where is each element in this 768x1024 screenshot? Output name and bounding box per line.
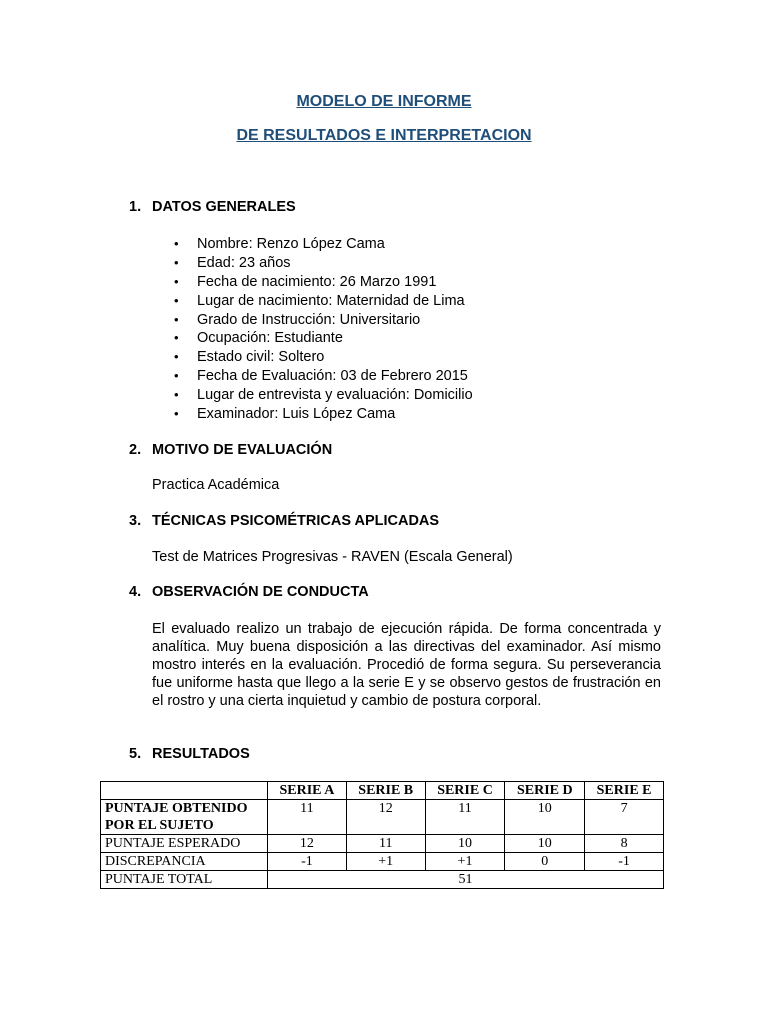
- list-item: [0, 386, 473, 405]
- list-item-text: Lugar de entrevista y evaluación: Domicilio: [197, 387, 473, 404]
- section-number: 4.: [129, 584, 142, 600]
- table-cell: 10: [505, 835, 585, 853]
- table-row-label: PUNTAJE ESPERADO: [101, 835, 268, 853]
- list-item-text: Examinador: Luis López Cama: [197, 406, 396, 423]
- bullet-icon: •: [174, 330, 179, 346]
- list-item: [0, 273, 473, 292]
- section-heading-motivo: [129, 442, 332, 458]
- list-item: [0, 367, 473, 386]
- bullet-icon: •: [174, 292, 179, 308]
- bullet-icon: •: [174, 254, 179, 270]
- bullet-icon: •: [174, 368, 179, 384]
- section-number: 5.: [129, 746, 142, 762]
- bullet-icon: •: [174, 311, 179, 327]
- table-header-cell: SERIE E: [585, 782, 664, 800]
- bullet-icon: •: [174, 349, 179, 365]
- table-cell: 11: [268, 800, 347, 835]
- results-table: [100, 781, 664, 889]
- section-title: MOTIVO DE EVALUACIÓN: [152, 442, 333, 458]
- list-item: [0, 348, 473, 367]
- table-corner-cell: [101, 782, 268, 800]
- observacion-paragraph: El evaluado realizo un trabajo de ejecución rápida. De forma concentrada y analítica. Muy buena disposición a las directivas del examinador. Así mismo mostro interés en la evaluación. Procedió de forma segura. Su perseverancia fue uniforme hasta que llego a la serie E y se observo gestos de frustración en el rostro y una cierta inquietud y cambio de postura corporal.: [152, 621, 661, 710]
- list-item: [0, 329, 473, 348]
- table-row: [101, 853, 664, 871]
- table-cell: 10: [505, 800, 585, 835]
- table-cell: 11: [346, 835, 425, 853]
- table-total-row: [101, 871, 664, 889]
- section-number: 2.: [129, 442, 142, 458]
- section-title: OBSERVACIÓN DE CONDUCTA: [152, 584, 369, 600]
- section-title: DATOS GENERALES: [152, 199, 296, 215]
- section-heading-resultados: [129, 746, 250, 762]
- section-number: 3.: [129, 513, 142, 529]
- list-item-text: Estado civil: Soltero: [197, 349, 325, 366]
- table-row: [101, 835, 664, 853]
- table-cell: +1: [425, 853, 505, 871]
- section-heading-datos-generales: [129, 199, 296, 215]
- section-heading-tecnicas: [129, 513, 439, 529]
- table-row-label: DISCREPANCIA: [101, 853, 268, 871]
- table-header-cell: SERIE A: [268, 782, 347, 800]
- list-item: [0, 405, 473, 424]
- table-header-row: [101, 782, 664, 800]
- table-cell: 10: [425, 835, 505, 853]
- report-title-line2: DE RESULTADOS E INTERPRETACION: [236, 127, 532, 144]
- table-cell: 0: [505, 853, 585, 871]
- list-item-text: Ocupación: Estudiante: [197, 330, 343, 347]
- list-item-text: Fecha de nacimiento: 26 Marzo 1991: [197, 273, 437, 290]
- list-item-text: Fecha de Evaluación: 03 de Febrero 2015: [197, 368, 468, 385]
- table-cell: -1: [585, 853, 664, 871]
- table-row-label: PUNTAJE OBTENIDO POR EL SUJETO: [101, 800, 268, 835]
- table-cell: 12: [268, 835, 347, 853]
- table-cell: 12: [346, 800, 425, 835]
- list-item-text: Lugar de nacimiento: Maternidad de Lima: [197, 292, 465, 309]
- table-cell: 7: [585, 800, 664, 835]
- section-number: 1.: [129, 199, 142, 215]
- list-item-text: Grado de Instrucción: Universitario: [197, 311, 421, 328]
- section-title: RESULTADOS: [152, 746, 250, 762]
- list-item: [0, 235, 473, 254]
- section-heading-observacion: [129, 584, 369, 600]
- bullet-icon: •: [174, 273, 179, 289]
- list-item: [0, 254, 473, 273]
- bullet-icon: •: [174, 236, 179, 251]
- table-cell: +1: [346, 853, 425, 871]
- table-header-cell: SERIE C: [425, 782, 505, 800]
- table-cell: 8: [585, 835, 664, 853]
- table-cell: 11: [425, 800, 505, 835]
- list-item-text: Nombre: Renzo López Cama: [197, 236, 385, 252]
- table-cell: -1: [268, 853, 347, 871]
- table-row: [101, 800, 664, 835]
- bullet-icon: •: [174, 406, 179, 422]
- table-header-cell: SERIE B: [346, 782, 425, 800]
- list-item-text: Edad: 23 años: [197, 254, 291, 271]
- datos-generales-list: [0, 235, 473, 424]
- total-value-cell: 51: [268, 871, 664, 889]
- list-item: [0, 311, 473, 330]
- table-header-cell: SERIE D: [505, 782, 585, 800]
- bullet-icon: •: [174, 387, 179, 403]
- table-row-label: PUNTAJE TOTAL: [101, 871, 268, 889]
- section-title: TÉCNICAS PSICOMÉTRICAS APLICADAS: [152, 513, 440, 529]
- report-title-line1: MODELO DE INFORME: [296, 93, 472, 110]
- list-item: [0, 292, 473, 311]
- motivo-text: Practica Académica: [152, 477, 280, 493]
- tecnicas-text: Test de Matrices Progresivas - RAVEN (Escala General): [152, 549, 513, 565]
